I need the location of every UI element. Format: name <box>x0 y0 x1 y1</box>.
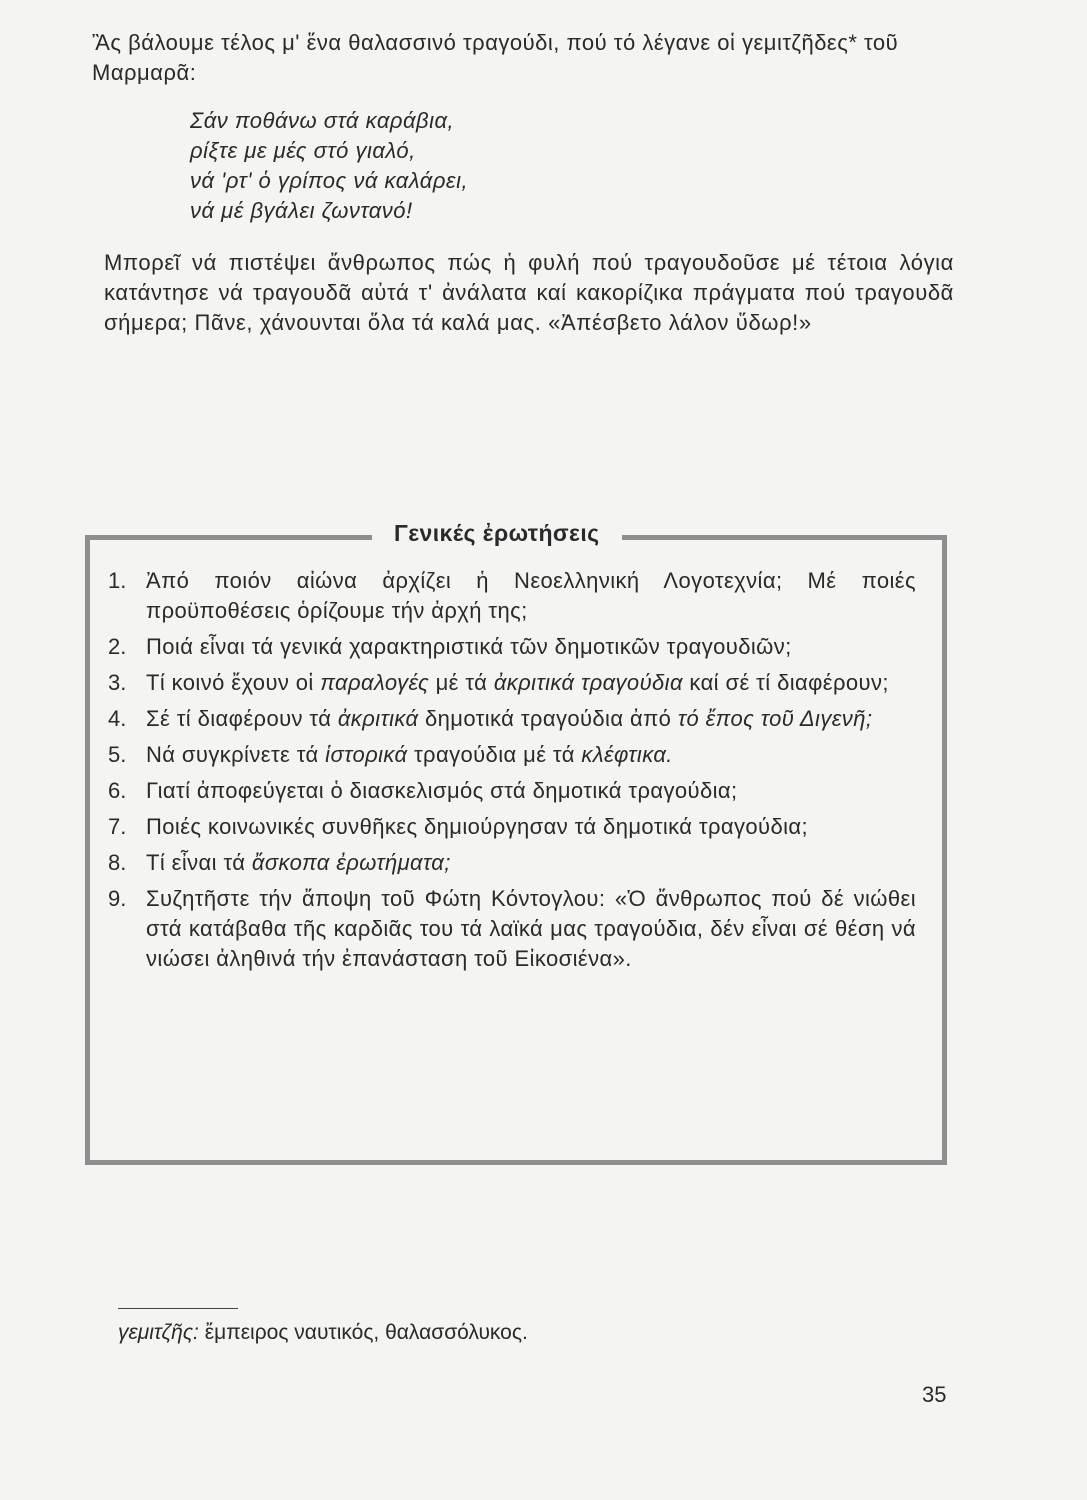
question-fragment: Σέ τί διαφέρουν τά <box>146 706 338 731</box>
question-text <box>146 668 916 698</box>
question-text <box>146 848 916 878</box>
question-item <box>100 884 916 974</box>
questions-list <box>100 566 916 980</box>
footnote-definition: ἔμπειρος ναυτικός, θαλασσόλυκος. <box>204 1321 528 1344</box>
question-fragment: Τί εἶναι τά <box>146 850 252 875</box>
question-emphasis: ἄσκοπα ἐρωτήματα; <box>251 850 451 875</box>
intro-text <box>92 28 952 88</box>
question-number: 2. <box>108 634 127 659</box>
question-fragment: Συζητῆστε τήν ἄποψη τοῦ Φώτη Κόντογλου: «Ὁ ἄνθρωπος πού δέ νιώθει στά κατάβαθα τῆς καρδιᾶς του τά λαϊκά μας τραγούδια, δέν εἶναι σέ θέση νά νιώσει ἀληθινά τήν ἐπανάσταση τοῦ Εἰκοσιένα». <box>146 886 916 971</box>
question-fragment: Ποιά εἶναι τά γενικά χαρακτηριστικά τῶν δημοτικῶν τραγουδιῶν; <box>146 634 792 659</box>
question-item <box>100 668 916 698</box>
question-item <box>100 704 916 734</box>
poem-line: ρίξτε με μές στό γιαλό, <box>190 138 416 163</box>
question-item <box>100 848 916 878</box>
poem-line: νά 'ρτ' ὁ γρίπος νά καλάρει, <box>190 168 469 193</box>
footnote <box>118 1318 528 1348</box>
question-text <box>146 812 916 842</box>
question-number: 8. <box>108 850 127 875</box>
question-number: 5. <box>108 742 127 767</box>
question-fragment: μέ τά <box>429 670 494 695</box>
question-fragment: καί σέ τί διαφέρουν; <box>682 670 889 695</box>
footnote-term: γεμιτζῆς: <box>118 1321 199 1344</box>
question-number: 4. <box>108 706 127 731</box>
question-text <box>146 776 916 806</box>
question-number: 6. <box>108 778 127 803</box>
sea-song-poem <box>190 106 468 226</box>
question-number: 9. <box>108 886 127 911</box>
question-item <box>100 776 916 806</box>
question-text <box>146 704 916 734</box>
question-emphasis: κλέφτικα. <box>581 742 673 767</box>
question-item <box>100 632 916 662</box>
question-fragment: Νά συγκρίνετε τά <box>146 742 326 767</box>
question-item <box>100 566 916 626</box>
question-emphasis: ἀκριτικά τραγούδια <box>493 670 683 695</box>
intro-sentence: Ἂς βάλουμε τέλος μ' ἕνα θαλασσινό τραγούδι, πού τό λέγανε οἱ γεμιτζῆδες* τοῦ Μαρμαρᾶ: <box>92 30 899 85</box>
question-number: 3. <box>108 670 127 695</box>
question-fragment: τραγούδια μέ τά <box>407 742 582 767</box>
question-fragment: Ἀπό ποιόν αἰώνα ἀρχίζει ἡ Νεοελληνική Λογοτεχνία; Μέ ποιές προϋποθέσεις ὁρίζουμε τήν ἀρχή της; <box>146 568 916 623</box>
question-fragment: Τί κοινό ἔχουν οἱ <box>146 670 321 695</box>
question-text <box>146 566 916 626</box>
question-emphasis: ἱστορικά <box>325 742 408 767</box>
question-number: 1. <box>108 568 127 593</box>
question-text <box>146 632 916 662</box>
poem-line: Σάν ποθάνω στά καράβια, <box>190 108 455 133</box>
question-number: 7. <box>108 814 127 839</box>
question-text <box>146 740 916 770</box>
commentary-text: Μπορεῖ νά πιστέψει ἄνθρωπος πώς ἡ φυλή πού τραγουδοῦσε μέ τέτοια λόγια κατάντησε νά τραγουδᾶ αὐτά τ' ἀνάλατα καί κακορίζικα πράγματα πού τραγουδᾶ σήμερα; Πᾶνε, χάνουνται ὅλα τά καλά μας. «Ἀπέσβετο λάλον ὕδωρ!» <box>104 250 954 335</box>
question-emphasis: τό ἔπος τοῦ Διγενῆ; <box>677 706 873 731</box>
page-number: 35 <box>922 1382 947 1407</box>
commentary-paragraph <box>104 248 954 338</box>
question-fragment: δημοτικά τραγούδια ἀπό <box>418 706 678 731</box>
poem-line: νά μέ βγάλει ζωντανό! <box>190 198 413 223</box>
question-fragment: Ποιές κοινωνικές συνθῆκες δημιούργησαν τά δημοτικά τραγούδια; <box>146 814 809 839</box>
footnote-divider <box>118 1308 238 1309</box>
question-emphasis: ἀκριτικά <box>337 706 419 731</box>
question-item <box>100 740 916 770</box>
question-emphasis: παραλογές <box>320 670 430 695</box>
question-text <box>146 884 916 974</box>
question-item <box>100 812 916 842</box>
questions-title: Γενικές ἐρωτήσεις <box>372 518 622 548</box>
question-fragment: Γιατί ἀποφεύγεται ὁ διασκελισμός στά δημοτικά τραγούδια; <box>146 778 738 803</box>
